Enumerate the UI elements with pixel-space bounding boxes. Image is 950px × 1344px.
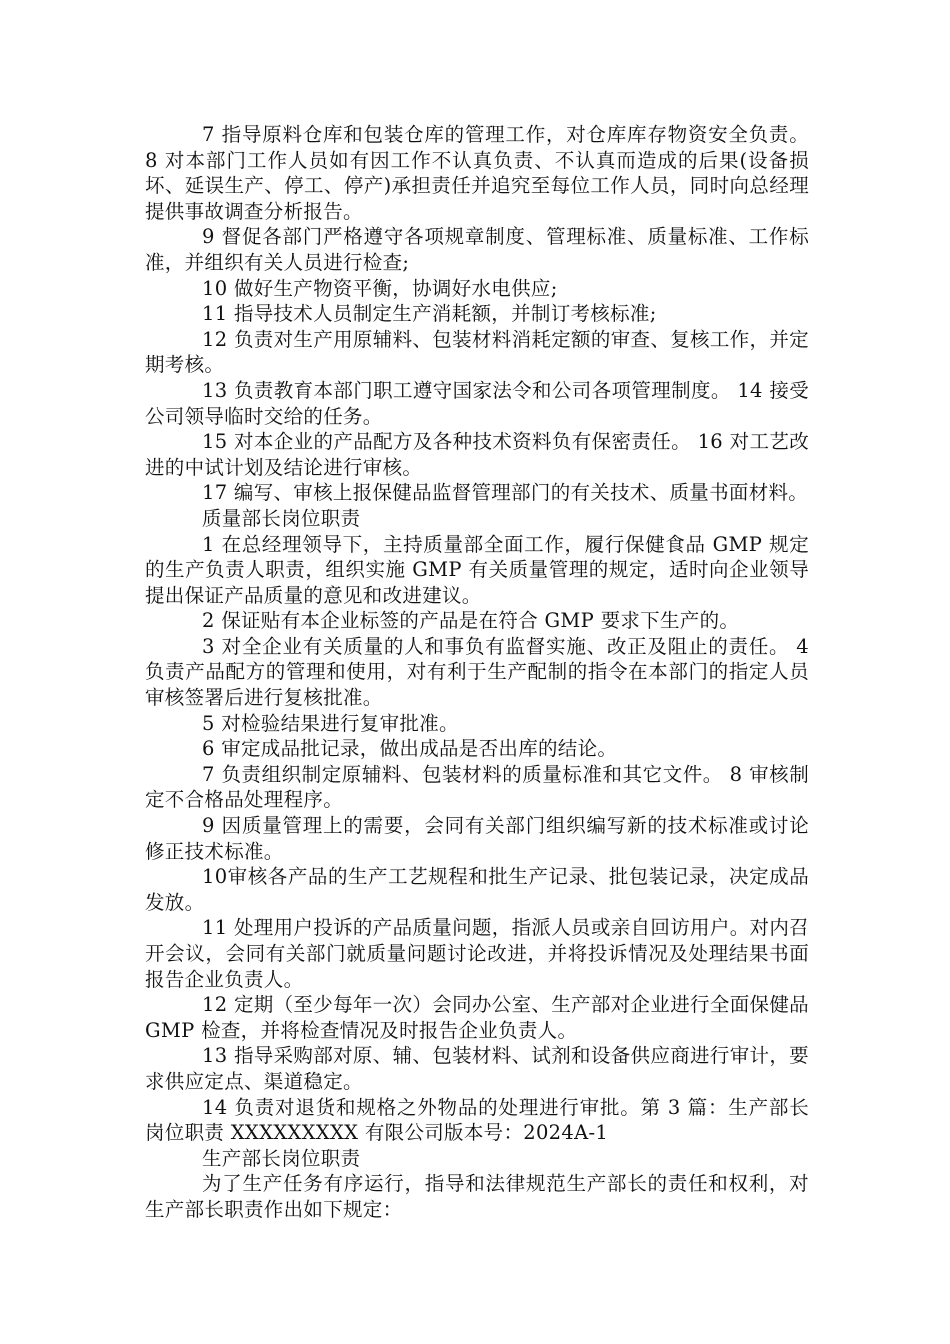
section-heading-quality-minister: 质量部长岗位职责 [202,506,361,530]
paragraph-12: 3 对全企业有关质量的人和事负有监督实施、改正及阻止的责任。 4 负责产品配方的管理和使用，对有利于生产配制的指令在本部门的指定人员审核签署后进行复核批准。 [145,634,809,710]
paragraph-15: 7 负责组织制定原辅料、包装材料的质量标准和其它文件。 8 审核制定不合格品处理程序。 [145,762,809,812]
paragraph-3: 10 做好生产物资平衡，协调好水电供应; [202,276,558,300]
section-heading-production-minister: 生产部长岗位职责 [202,1146,361,1170]
paragraph-21: 14 负责对退货和规格之外物品的处理进行审批。第 3 篇：生产部长岗位职责 XXXXXXXXX 有限公司版本号：2024A-1 [145,1095,809,1145]
paragraph-11: 2 保证贴有本企业标签的产品是在符合 GMP 要求下生产的。 [202,609,740,633]
paragraph-5: 12 负责对生产用原辅料、包装材料消耗定额的审查、复核工作，并定期考核。 [145,327,809,377]
paragraph-23: 为了生产任务有序运行，指导和法律规范生产部长的责任和权利，对生产部长职责作出如下规定： [145,1172,809,1221]
paragraph-17: 10审核各产品的生产工艺规程和批生产记录、批包装记录，决定成品发放。 [145,865,809,914]
paragraph-16: 9 因质量管理上的需要，会同有关部门组织编写新的技术标准或讨论修正技术标准。 [145,814,809,863]
paragraph-2: 9 督促各部门严格遵守各项规章制度、管理标准、质量标准、工作标准，并组织有关人员进行检查; [145,225,809,274]
paragraph-1: 7 指导原料仓库和包装仓库的管理工作，对仓库库存物资安全负责。 8 对本部门工作人员如有因工作不认真负责、不认真而造成的后果(设备损坏、延误生产、停工、停产)承担责任并追究至每位工作人员，同时向总经理提供事故调查分析报告。 [145,123,809,223]
paragraph-6: 13 负责教育本部门职工遵守国家法令和公司各项管理制度。 14 接受公司领导临时交给的任务。 [145,378,809,428]
paragraph-13: 5 对检验结果进行复审批准。 [202,711,459,735]
paragraph-8: 17 编写、审核上报保健品监督管理部门的有关技术、质量书面材料。 [202,481,809,505]
paragraph-18: 11 处理用户投诉的产品质量问题，指派人员或亲自回访用户。对内召开会议，会同有关部门就质量问题讨论改进，并将投诉情况及处理结果书面报告企业负责人。 [145,916,809,991]
paragraph-10: 1 在总经理领导下，主持质量部全面工作，履行保健食品 GMP 规定的生产负责人职责，组织实施 GMP 有关质量管理的规定，适时向企业领导提出保证产品质量的意见和改进建议。 [145,532,809,607]
paragraph-19: 12 定期（至少每年一次）会同办公室、生产部对企业进行全面保健品 GMP 检查，并将检查情况及时报告企业负责人。 [145,993,809,1042]
paragraph-7: 15 对本企业的产品配方及各种技术资料负有保密责任。 16 对工艺改进的中试计划及结论进行审核。 [145,430,809,479]
paragraph-4: 11 指导技术人员制定生产消耗额，并制订考核标准; [202,302,657,326]
paragraph-20: 13 指导采购部对原、辅、包装材料、试剂和设备供应商进行审计，要求供应定点、渠道稳定。 [145,1044,809,1093]
paragraph-14: 6 审定成品批记录，做出成品是否出库的结论。 [202,737,618,761]
document-body [145,122,809,1223]
